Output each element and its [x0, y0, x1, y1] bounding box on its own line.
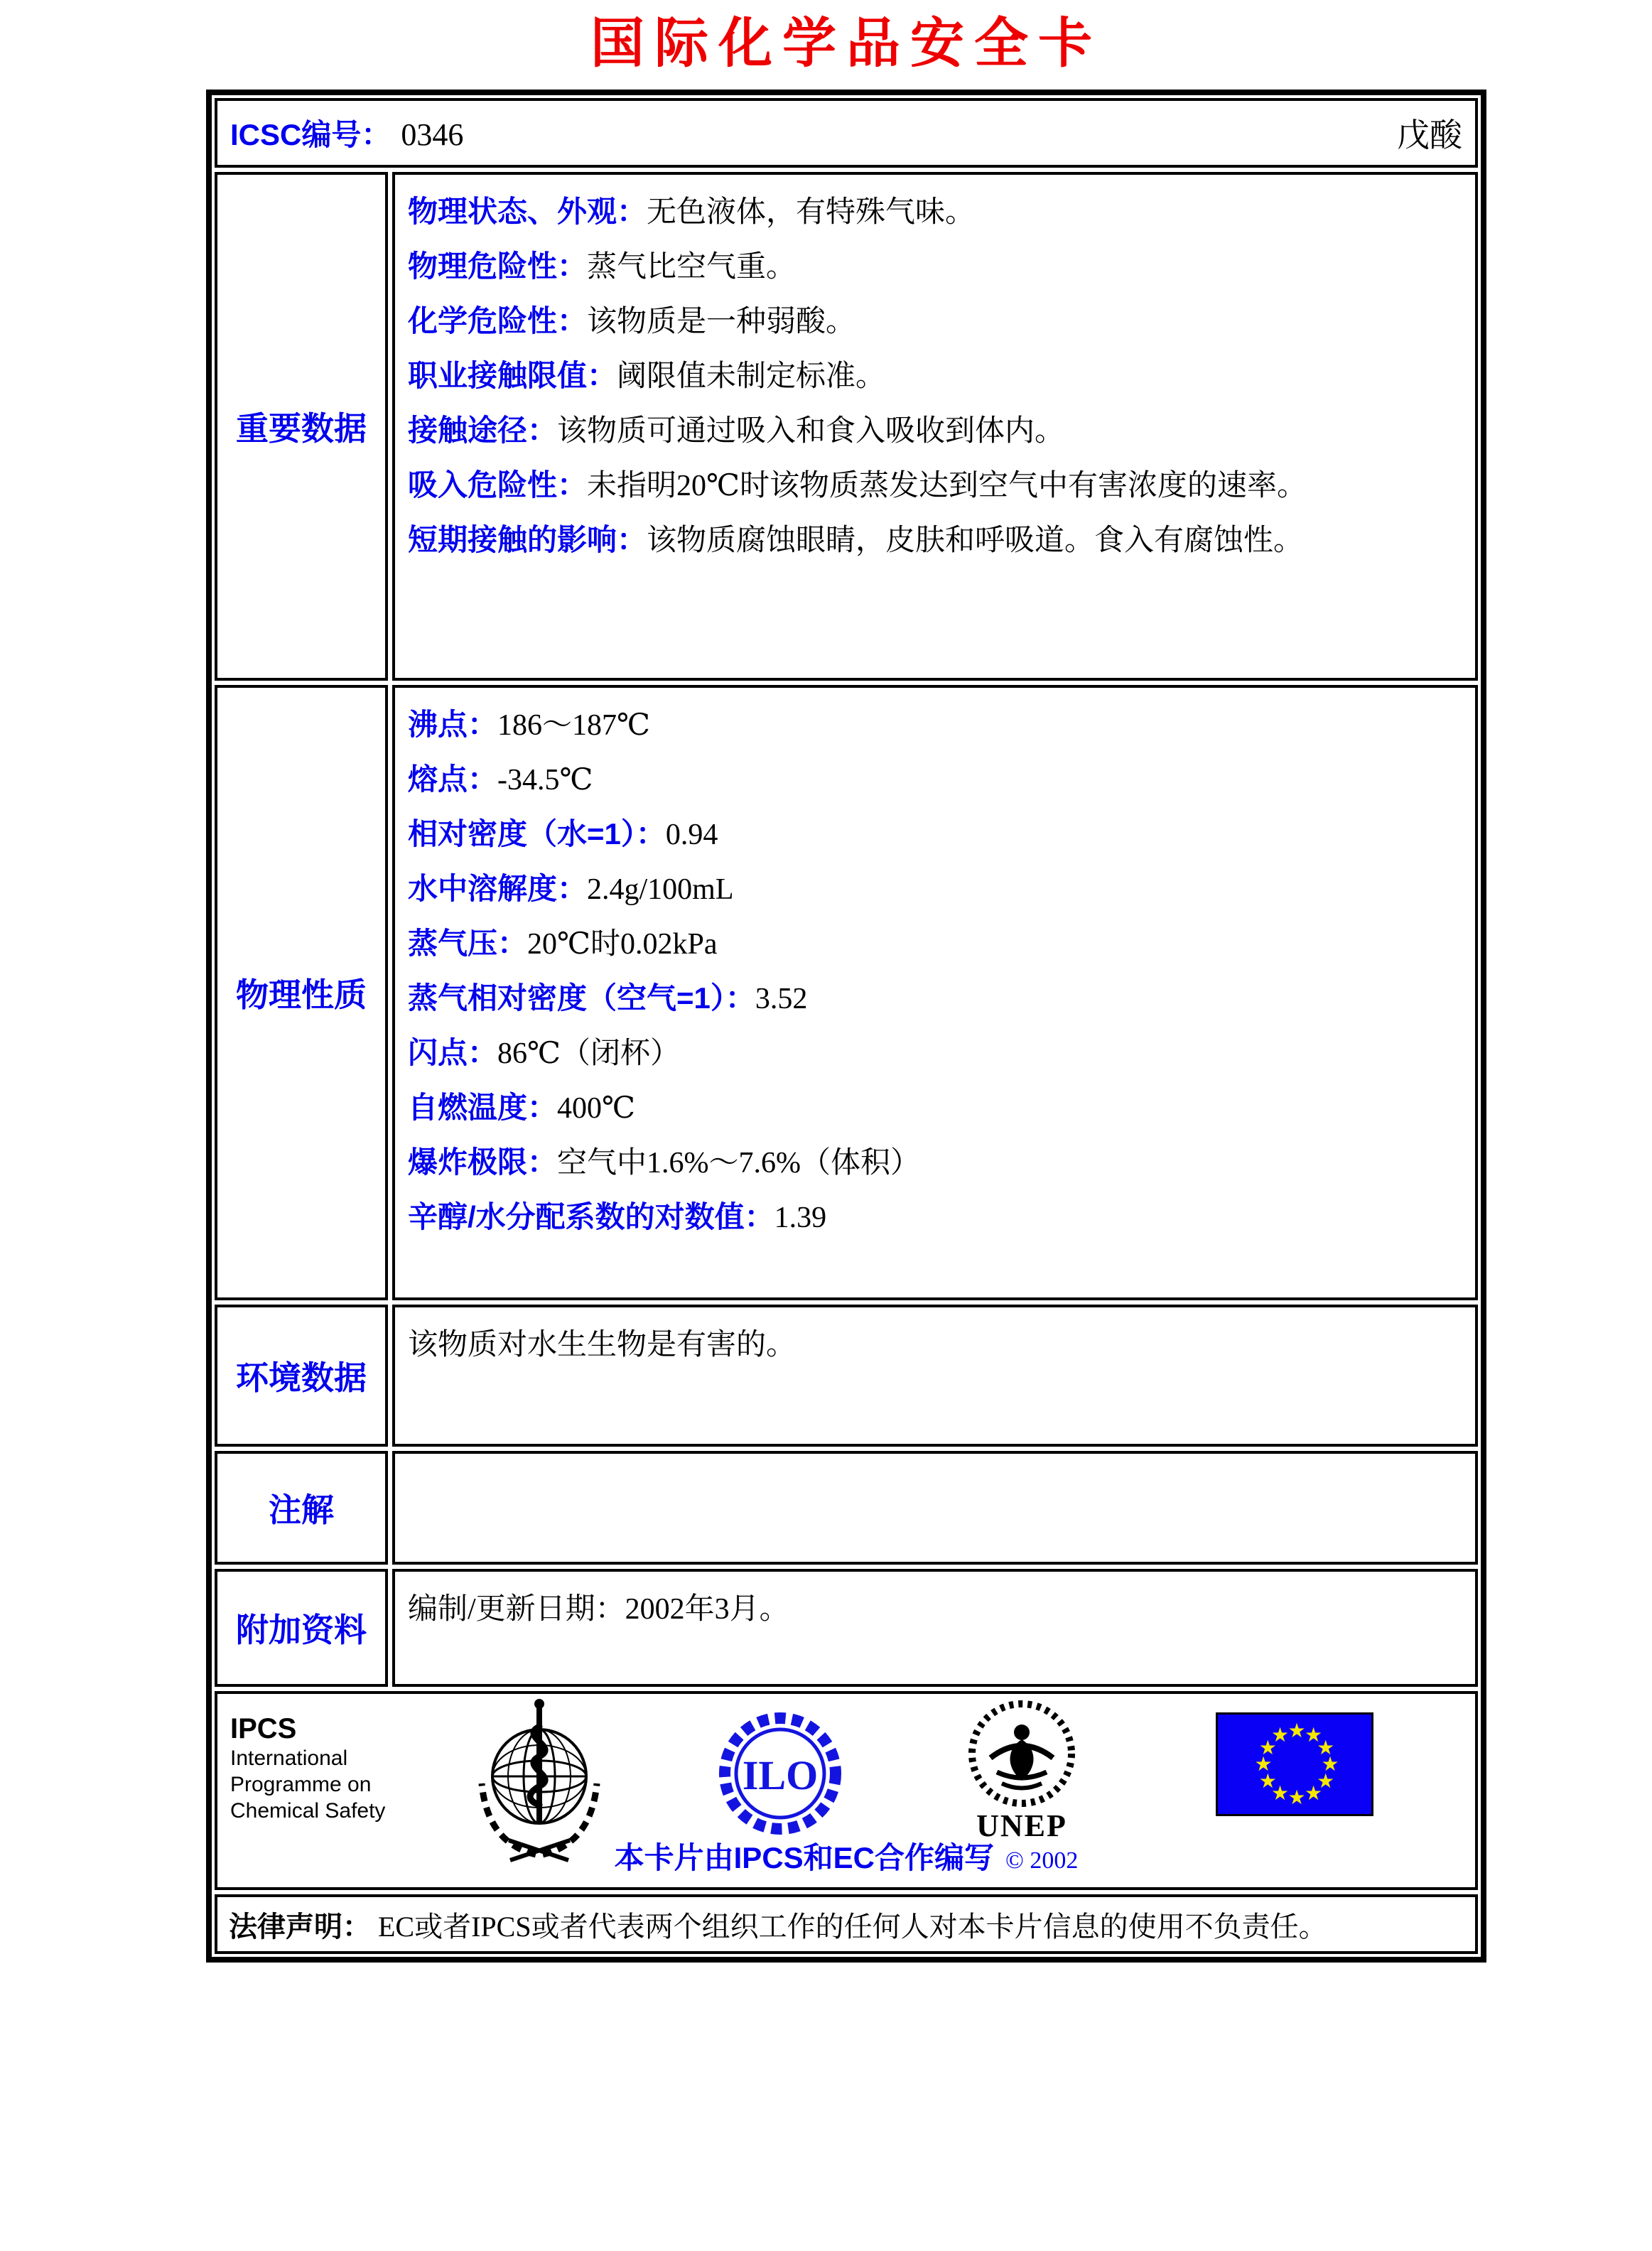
icsc-number-group — [230, 112, 463, 154]
field-line — [408, 349, 1462, 404]
field-line — [408, 239, 1462, 294]
section-content-additional-info — [392, 1569, 1478, 1687]
eu-star-icon: ★ — [1270, 1781, 1290, 1805]
section-content-important-data — [392, 172, 1478, 681]
logos-row — [215, 1691, 1478, 1890]
legal-text: EC或者IPCS或者代表两个组织工作的任何人对本卡片信息的使用不负责任。 — [378, 1910, 1327, 1943]
field-line — [408, 404, 1462, 458]
ipcs-acronym: IPCS — [230, 1713, 297, 1744]
field-value: 400℃ — [557, 1092, 635, 1125]
ipcs-line-1: International — [230, 1747, 348, 1770]
section-content-environmental-data — [392, 1305, 1478, 1447]
field-value: 186～187℃ — [497, 709, 650, 742]
icsc-number-label: ICSC编号： — [230, 118, 392, 151]
field-value: 无色液体，有特殊气味。 — [647, 196, 976, 229]
field-value: 蒸气比空气重。 — [587, 251, 797, 284]
field-label: 水中溶解度： — [408, 872, 588, 905]
field-value: 空气中1.6%～7.6%（体积） — [557, 1147, 920, 1180]
field-label: 蒸气相对密度（空气=1）： — [408, 981, 755, 1015]
field-label: 辛醇/水分配系数的对数值： — [408, 1200, 774, 1234]
field-label: 爆炸极限： — [408, 1145, 558, 1179]
field-line — [408, 185, 1462, 239]
eu-star-icon: ★ — [1254, 1752, 1273, 1776]
field-value: 86℃（闭杯） — [497, 1037, 680, 1070]
field-line — [408, 752, 1462, 807]
section-row-physical-properties — [215, 685, 1478, 1300]
field-line — [408, 513, 1462, 568]
field-line — [408, 1317, 1462, 1372]
field-value: 该物质对水生生物是有害的。 — [408, 1329, 797, 1361]
field-value: 2.4g/100mL — [587, 873, 734, 906]
eu-star-icon: ★ — [1321, 1752, 1339, 1776]
section-title-physical-properties: 物理性质 — [215, 685, 388, 1300]
ilo-logo-icon — [716, 1702, 844, 1845]
field-line — [408, 807, 1462, 862]
legal-label: 法律声明： — [229, 1911, 371, 1943]
field-label: 自燃温度： — [408, 1091, 558, 1124]
section-title-notes: 注解 — [215, 1451, 388, 1565]
field-label: 物理危险性： — [408, 249, 588, 283]
field-value: 0.94 — [665, 819, 718, 851]
ipcs-line-3: Chemical Safety — [230, 1799, 386, 1823]
field-line — [408, 1135, 1462, 1190]
field-label: 职业接触限值： — [408, 359, 617, 392]
ilo-logo-text: ILO — [742, 1752, 819, 1798]
field-label: 接触途径： — [408, 414, 558, 447]
field-value: 20℃时0.02kPa — [527, 928, 718, 961]
eu-star-icon: ★ — [1258, 1735, 1277, 1759]
field-line — [408, 971, 1462, 1026]
eu-star-icon: ★ — [1317, 1735, 1335, 1759]
logos-caption — [217, 1835, 1475, 1877]
field-label: 吸入危险性： — [408, 468, 588, 502]
section-row-important-data — [215, 172, 1478, 681]
unep-logo-block — [958, 1697, 1086, 1842]
section-row-notes — [215, 1451, 1478, 1565]
field-value: 阈限值未制定标准。 — [617, 360, 886, 393]
field-line — [408, 294, 1462, 349]
field-line — [408, 1582, 1462, 1636]
section-row-environmental-data — [215, 1305, 1478, 1447]
legal-row — [215, 1894, 1478, 1954]
field-label: 相对密度（水=1）： — [408, 817, 666, 851]
field-line — [408, 1026, 1462, 1081]
field-value: 未指明20℃时该物质蒸发达到空气中有害浓度的速率。 — [587, 470, 1307, 502]
caption-text: 本卡片由IPCS和EC合作编写 — [614, 1841, 995, 1874]
field-label: 物理状态、外观： — [408, 195, 647, 228]
field-value: 3.52 — [755, 983, 808, 1015]
eu-star-icon: ★ — [1287, 1719, 1306, 1742]
field-value: 1.39 — [774, 1202, 827, 1234]
header-cell — [215, 98, 1478, 168]
eu-star-icon: ★ — [1304, 1781, 1323, 1805]
field-value: -34.5℃ — [497, 764, 593, 797]
caption-copyright: © 2002 — [1005, 1847, 1079, 1874]
eu-star-icon: ★ — [1317, 1769, 1335, 1793]
eu-flag-icon — [1216, 1712, 1373, 1816]
field-line — [408, 1081, 1462, 1135]
section-content-notes — [392, 1451, 1478, 1565]
field-value: 该物质可通过吸入和食入吸收到体内。 — [557, 415, 1065, 448]
section-title-important-data: 重要数据 — [215, 172, 388, 681]
field-label: 熔点： — [408, 762, 498, 796]
section-content-physical-properties — [392, 685, 1478, 1300]
header-row — [215, 98, 1478, 168]
field-line — [408, 1190, 1462, 1245]
field-line — [408, 698, 1462, 752]
legal-cell — [215, 1894, 1478, 1954]
field-value: 该物质腐蚀眼睛，皮肤和呼吸道。食入有腐蚀性。 — [647, 524, 1304, 557]
section-title-additional-info: 附加资料 — [215, 1569, 388, 1687]
field-label: 沸点： — [408, 708, 498, 741]
field-label: 化学危险性： — [408, 304, 588, 338]
chemical-name: 戊酸 — [1397, 117, 1462, 153]
field-value: 该物质是一种弱酸。 — [587, 306, 856, 338]
field-line — [408, 458, 1462, 513]
ipcs-line-2: Programme on — [230, 1773, 372, 1796]
field-label: 蒸气压： — [408, 927, 528, 960]
field-label: 闪点： — [408, 1036, 498, 1069]
unep-logo-icon — [958, 1697, 1086, 1814]
icsc-number-value: 0346 — [401, 117, 464, 152]
ipcs-text-block — [230, 1712, 385, 1824]
eu-star-icon: ★ — [1304, 1723, 1323, 1747]
field-label: 短期接触的影响： — [408, 523, 647, 556]
section-title-environmental-data: 环境数据 — [215, 1305, 388, 1447]
field-line — [408, 917, 1462, 971]
eu-star-icon: ★ — [1287, 1786, 1306, 1809]
field-line — [408, 862, 1462, 917]
section-row-additional-info — [215, 1569, 1478, 1687]
eu-star-icon: ★ — [1270, 1723, 1290, 1747]
eu-star-icon: ★ — [1258, 1769, 1277, 1793]
unep-logo-text: UNEP — [976, 1808, 1067, 1843]
safety-card — [206, 90, 1486, 1963]
field-value: 编制/更新日期：2002年3月。 — [408, 1593, 789, 1626]
page-title: 国际化学品安全卡 — [590, 14, 1102, 74]
logos-cell — [215, 1691, 1478, 1890]
